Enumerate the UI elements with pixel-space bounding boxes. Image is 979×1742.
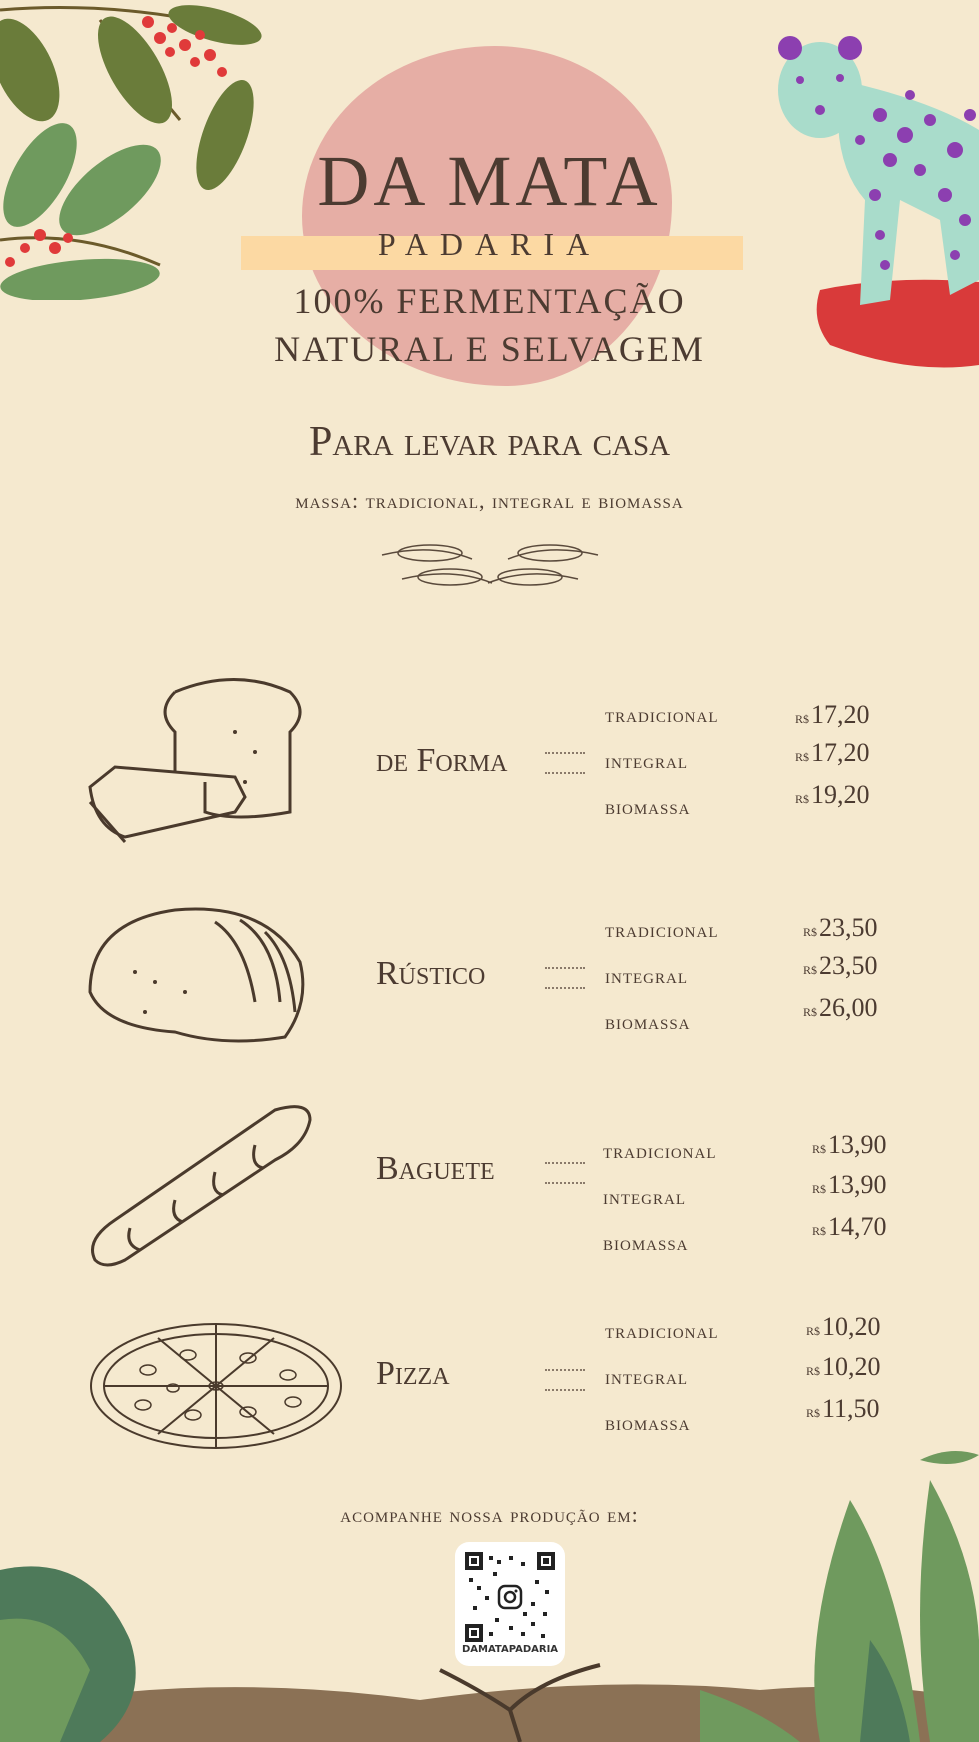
product-name-baguete: Baguete [376,1150,495,1187]
currency: R$ [803,925,818,939]
price [803,951,878,981]
product-name-rustico: Rústico [376,955,486,992]
currency: R$ [812,1224,827,1238]
pizza-icon [88,1320,348,1455]
variant-label: tradicional [605,917,719,942]
instagram-icon [497,1584,523,1610]
sliced-bread-icon [85,672,315,852]
variant-label: tradicional [605,702,719,727]
price [803,913,878,943]
currency: R$ [806,1324,821,1338]
price-value: 10,20 [822,1352,881,1381]
price-value: 13,90 [828,1130,887,1159]
variant-label: biomassa [605,1009,691,1034]
brand-subtitle: PADARIA [377,226,602,262]
price [806,1312,881,1342]
tagline-line-1: 100% FERMENTAÇÃO [293,281,686,321]
variant-label: integral [603,1184,686,1209]
baguette-icon [85,1100,315,1270]
currency: R$ [806,1406,821,1420]
variant-label: tradicional [603,1138,717,1163]
wavy-separator-icon [545,752,585,774]
variant-label: biomassa [605,1410,691,1435]
rustic-bread-icon [85,902,315,1052]
variant-label: integral [605,963,688,988]
currency: R$ [812,1142,827,1156]
variant-label: integral [605,748,688,773]
follow-text: acompanhe nossa produção em: [340,1502,639,1527]
price-value: 19,20 [811,780,870,809]
price [795,738,870,768]
price [806,1394,880,1424]
variant-label: integral [605,1364,688,1389]
product-name-pizza: Pizza [376,1355,450,1392]
wavy-separator-icon [545,1162,585,1184]
qr-caption: DAMATAPADARIA [461,1644,559,1655]
price-value: 14,70 [828,1212,887,1241]
price-value: 17,20 [811,700,870,729]
product-name-forma: de Forma [376,742,508,779]
price-value: 17,20 [811,738,870,767]
price-value: 26,00 [819,993,878,1022]
variant-label: biomassa [605,794,691,819]
currency: R$ [795,792,810,806]
currency: R$ [806,1364,821,1378]
variant-label: tradicional [605,1318,719,1343]
price [795,700,870,730]
currency: R$ [795,750,810,764]
price [812,1170,887,1200]
variant-label: biomassa [603,1230,689,1255]
price-value: 23,50 [819,951,878,980]
price-value: 11,50 [822,1394,880,1423]
wheat-divider-icon [372,535,608,599]
price-value: 23,50 [819,913,878,942]
currency: R$ [803,963,818,977]
price [795,780,870,810]
massa-note: massa: tradicional, integral e biomassa [295,488,684,513]
currency: R$ [795,712,810,726]
currency: R$ [812,1182,827,1196]
wavy-separator-icon [545,967,585,989]
wavy-separator-icon [545,1369,585,1391]
price [806,1352,881,1382]
price-value: 10,20 [822,1312,881,1341]
section-title: Para levar para casa [308,419,671,465]
price-value: 13,90 [828,1170,887,1199]
currency: R$ [803,1005,818,1019]
tagline-line-2: NATURAL E SELVAGEM [274,329,705,369]
price [803,993,878,1023]
brand-title: DA MATA [317,141,662,221]
price [812,1212,887,1242]
price [812,1130,887,1160]
